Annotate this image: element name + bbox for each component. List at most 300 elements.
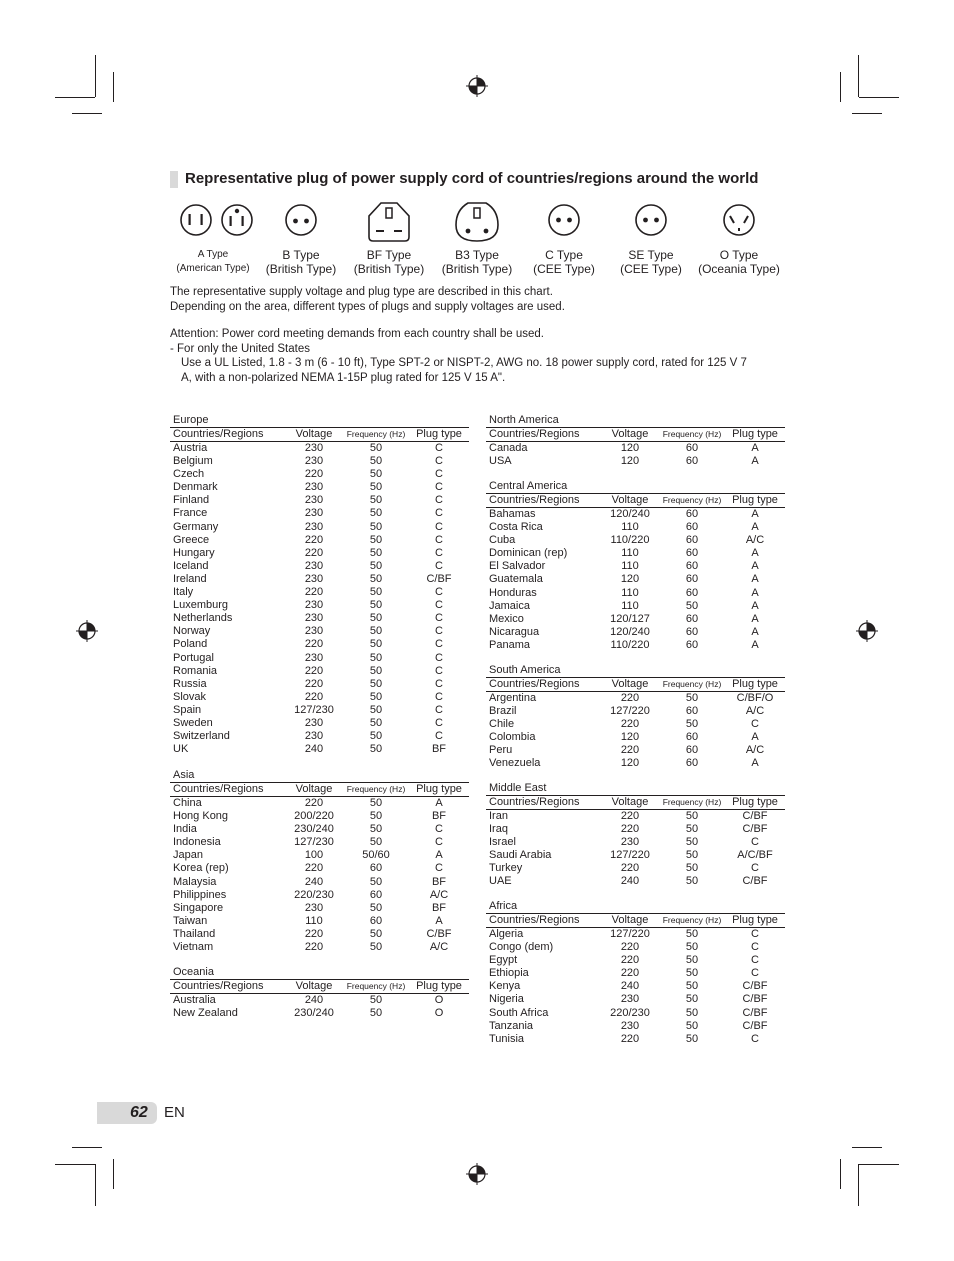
cell-voltage: 230 bbox=[304, 572, 324, 585]
table-africa bbox=[486, 900, 785, 1046]
cell-frequency: 50 bbox=[369, 559, 383, 572]
cell-voltage: 127/220 bbox=[610, 705, 650, 718]
cell-plug-type: C bbox=[435, 586, 443, 599]
attention-line-2: - For only the United States bbox=[170, 342, 310, 355]
cell-country: Kenya bbox=[489, 980, 521, 993]
cell-frequency: 50 bbox=[369, 716, 383, 729]
table-row bbox=[486, 1033, 785, 1046]
table-row bbox=[170, 599, 469, 612]
cell-frequency: 50 bbox=[369, 836, 383, 849]
header-plug-type: Plug type bbox=[732, 796, 778, 808]
cell-frequency: 50 bbox=[685, 836, 699, 849]
cell-plug-type: C bbox=[435, 677, 443, 690]
cell-plug-type: A/C bbox=[745, 534, 765, 547]
cell-frequency: 50 bbox=[685, 954, 699, 967]
cell-country: Belgium bbox=[173, 455, 213, 468]
cell-plug-type: C/BF bbox=[742, 875, 768, 888]
table-row bbox=[170, 810, 469, 823]
cell-country: Mexico bbox=[489, 612, 524, 625]
cell-plug-type: C bbox=[435, 599, 443, 612]
cell-frequency: 50 bbox=[685, 849, 699, 862]
cell-frequency: 60 bbox=[369, 888, 383, 901]
cell-frequency: 50 bbox=[369, 468, 383, 481]
cell-plug-type: C bbox=[435, 468, 443, 481]
header-voltage: Voltage bbox=[611, 428, 649, 440]
crop-mark bbox=[95, 55, 96, 97]
table-south-america bbox=[486, 664, 785, 771]
header-country: Countries/Regions bbox=[489, 678, 580, 690]
table-region-title: North America bbox=[489, 414, 559, 426]
crop-mark bbox=[113, 1159, 114, 1189]
table-row bbox=[486, 613, 785, 626]
cell-voltage: 230 bbox=[304, 520, 324, 533]
cell-frequency: 50 bbox=[369, 664, 383, 677]
cell-plug-type: C/BF bbox=[742, 1006, 768, 1019]
table-row bbox=[486, 534, 785, 547]
table-region-title: Central America bbox=[489, 480, 568, 492]
cell-plug-type: A bbox=[751, 573, 759, 586]
cell-country: South Africa bbox=[489, 1006, 549, 1019]
cell-country: Guatemala bbox=[489, 573, 543, 586]
table-row bbox=[170, 638, 469, 651]
header-plug-type: Plug type bbox=[732, 914, 778, 926]
cell-country: Cuba bbox=[489, 534, 516, 547]
cell-voltage: 120 bbox=[620, 731, 640, 744]
title-accent-bar bbox=[170, 171, 178, 188]
cell-frequency: 50 bbox=[369, 797, 383, 809]
table-row bbox=[170, 612, 469, 625]
cell-frequency: 50 bbox=[685, 1019, 699, 1032]
cell-plug-type: C/BF bbox=[742, 993, 768, 1006]
cell-frequency: 50 bbox=[369, 875, 383, 888]
cell-plug-type: C bbox=[435, 638, 443, 651]
cell-country: Honduras bbox=[489, 586, 537, 599]
plug-o-type-sub: (Oceania Type) bbox=[698, 262, 780, 276]
cell-country: Hungary bbox=[173, 546, 215, 559]
header-frequency: Frequency (Hz) bbox=[662, 429, 722, 439]
cell-plug-type: A bbox=[435, 914, 443, 927]
cell-country: China bbox=[173, 797, 202, 809]
crop-mark bbox=[852, 113, 882, 114]
attention-text bbox=[170, 327, 780, 385]
cell-country: Ethiopia bbox=[489, 967, 529, 980]
intro-line-1: The representative supply voltage and plug type are described in this chart. bbox=[170, 286, 553, 298]
cell-plug-type: C bbox=[435, 546, 443, 559]
table-row bbox=[170, 547, 469, 560]
cell-plug-type: BF bbox=[431, 875, 447, 888]
header-voltage: Voltage bbox=[611, 914, 649, 926]
cell-country: Denmark bbox=[173, 481, 218, 494]
table-row bbox=[170, 876, 469, 889]
table-row bbox=[486, 849, 785, 862]
cell-plug-type: A bbox=[751, 560, 759, 573]
crop-mark bbox=[72, 113, 102, 114]
cell-voltage: 220 bbox=[304, 586, 324, 599]
cell-country: Peru bbox=[489, 744, 513, 757]
cell-plug-type: A/C/BF bbox=[737, 849, 773, 862]
table-header-row bbox=[170, 782, 469, 797]
table-oceania bbox=[170, 966, 469, 1020]
registration-mark-icon bbox=[466, 1163, 488, 1185]
cell-frequency: 50 bbox=[685, 823, 699, 836]
crop-mark bbox=[55, 97, 95, 98]
cell-country: Italy bbox=[173, 586, 194, 599]
cell-country: Algeria bbox=[489, 928, 524, 940]
cell-voltage: 100 bbox=[304, 849, 324, 862]
cell-frequency: 50 bbox=[369, 743, 383, 756]
header-plug-type: Plug type bbox=[732, 494, 778, 506]
table-row bbox=[170, 704, 469, 717]
cell-frequency: 50 bbox=[369, 730, 383, 743]
cell-country: Venezuela bbox=[489, 757, 541, 770]
crop-mark bbox=[852, 1147, 882, 1148]
cell-country: Canada bbox=[489, 442, 528, 454]
table-header-row bbox=[486, 913, 785, 928]
cell-frequency: 50 bbox=[685, 810, 699, 822]
cell-voltage: 220 bbox=[304, 468, 324, 481]
plug-se-type-sub: (CEE Type) bbox=[620, 262, 682, 276]
cell-country: UAE bbox=[489, 875, 512, 888]
table-central-america bbox=[486, 480, 785, 652]
cell-plug-type: C bbox=[435, 481, 443, 494]
cell-plug-type: C bbox=[751, 941, 759, 954]
table-row bbox=[486, 823, 785, 836]
cell-voltage: 220 bbox=[620, 744, 640, 757]
cell-frequency: 50 bbox=[369, 810, 383, 823]
cell-voltage: 220/230 bbox=[610, 1006, 650, 1019]
cell-frequency: 60 bbox=[685, 534, 699, 547]
table-header-row bbox=[486, 795, 785, 810]
plug-c-type bbox=[527, 200, 601, 276]
cell-plug-type: A bbox=[751, 547, 759, 560]
crop-mark bbox=[859, 97, 899, 98]
cell-country: Tunisia bbox=[489, 1032, 525, 1045]
cell-voltage: 240 bbox=[620, 980, 640, 993]
cell-frequency: 60 bbox=[685, 521, 699, 534]
cell-voltage: 120/240 bbox=[610, 508, 650, 520]
cell-voltage: 230/240 bbox=[294, 1007, 334, 1020]
plug-b3-type bbox=[440, 200, 514, 276]
cell-plug-type: A bbox=[751, 586, 759, 599]
cell-plug-type: C bbox=[435, 664, 443, 677]
table-row bbox=[170, 534, 469, 547]
table-header-row bbox=[486, 427, 785, 442]
cell-frequency: 50 bbox=[369, 494, 383, 507]
header-voltage: Voltage bbox=[611, 678, 649, 690]
cell-country: Dominican (rep) bbox=[489, 547, 568, 560]
cell-voltage: 220 bbox=[304, 797, 324, 809]
cell-voltage: 120 bbox=[620, 442, 640, 454]
plug-bf-type bbox=[352, 200, 426, 276]
table-row bbox=[170, 717, 469, 730]
cell-voltage: 120 bbox=[620, 455, 640, 468]
table-row bbox=[486, 442, 785, 455]
cell-plug-type: A bbox=[751, 612, 759, 625]
cell-plug-type: C bbox=[751, 1032, 759, 1045]
cell-frequency: 50 bbox=[369, 481, 383, 494]
cell-country: Hong Kong bbox=[173, 810, 229, 823]
crop-mark bbox=[858, 55, 859, 97]
cell-plug-type: C bbox=[435, 442, 443, 454]
cell-voltage: 110/220 bbox=[610, 534, 650, 547]
cell-plug-type: C bbox=[751, 836, 759, 849]
cell-voltage: 220 bbox=[620, 692, 640, 704]
cell-frequency: 50 bbox=[369, 677, 383, 690]
plug-b-type-label: B Type bbox=[282, 248, 320, 262]
cell-country: UK bbox=[173, 743, 189, 756]
cell-frequency: 50 bbox=[369, 690, 383, 703]
plug-se-type-label: SE Type bbox=[628, 248, 674, 262]
table-asia bbox=[170, 769, 469, 954]
cell-voltage: 220 bbox=[304, 533, 324, 546]
cell-frequency: 50 bbox=[369, 612, 383, 625]
cell-country: Ireland bbox=[173, 572, 207, 585]
cell-voltage: 110/220 bbox=[610, 638, 650, 651]
cell-voltage: 230 bbox=[304, 716, 324, 729]
cell-plug-type: A bbox=[751, 625, 759, 638]
table-row bbox=[170, 507, 469, 520]
cell-voltage: 230 bbox=[304, 559, 324, 572]
cell-voltage: 230/240 bbox=[294, 823, 334, 836]
cell-frequency: 50 bbox=[685, 993, 699, 1006]
header-country: Countries/Regions bbox=[489, 494, 580, 506]
plug-o-type-label: O Type bbox=[719, 248, 759, 262]
cell-country: Congo (dem) bbox=[489, 941, 554, 954]
cell-voltage: 230 bbox=[304, 730, 324, 743]
table-row bbox=[486, 928, 785, 941]
table-row bbox=[486, 967, 785, 980]
cell-country: Argentina bbox=[489, 692, 537, 704]
table-row bbox=[170, 573, 469, 586]
cell-plug-type: C/BF bbox=[426, 927, 452, 940]
header-country: Countries/Regions bbox=[489, 428, 580, 440]
attention-line-4: A, with a non-polarized NEMA 1-15P plug rated for 125 V 15 A". bbox=[181, 371, 506, 384]
cell-frequency: 60 bbox=[685, 612, 699, 625]
cell-plug-type: C bbox=[435, 559, 443, 572]
cell-country: Malaysia bbox=[173, 875, 217, 888]
cell-voltage: 220 bbox=[620, 823, 640, 836]
cell-frequency: 60 bbox=[369, 914, 383, 927]
cell-country: Jamaica bbox=[489, 599, 530, 612]
table-row bbox=[486, 508, 785, 521]
cell-frequency: 60 bbox=[685, 638, 699, 651]
plug-a-type bbox=[170, 200, 256, 276]
cell-voltage: 220 bbox=[620, 967, 640, 980]
table-row bbox=[486, 980, 785, 993]
cell-frequency: 50 bbox=[369, 927, 383, 940]
cell-plug-type: C bbox=[751, 718, 759, 731]
table-row bbox=[170, 797, 469, 810]
cell-country: Vietnam bbox=[173, 941, 214, 954]
cell-country: Costa Rica bbox=[489, 521, 543, 534]
cell-voltage: 220 bbox=[304, 941, 324, 954]
table-row bbox=[170, 730, 469, 743]
cell-country: Finland bbox=[173, 494, 210, 507]
cell-voltage: 127/220 bbox=[610, 849, 650, 862]
cell-plug-type: BF bbox=[431, 810, 447, 823]
cell-voltage: 220 bbox=[304, 927, 324, 940]
table-row bbox=[486, 692, 785, 705]
table-row bbox=[486, 993, 785, 1006]
cell-country: Chile bbox=[489, 718, 515, 731]
header-plug-type: Plug type bbox=[732, 678, 778, 690]
cell-voltage: 220 bbox=[304, 690, 324, 703]
cell-frequency: 50 bbox=[369, 625, 383, 638]
plug-a-type-label: A Type bbox=[197, 249, 229, 260]
plug-b3-type-label: B3 Type bbox=[455, 248, 499, 262]
header-country: Countries/Regions bbox=[173, 783, 264, 795]
cell-country: Taiwan bbox=[173, 914, 208, 927]
header-voltage: Voltage bbox=[295, 783, 333, 795]
table-row bbox=[170, 849, 469, 862]
plug-bf-type-label: BF Type bbox=[366, 248, 412, 262]
table-row bbox=[486, 639, 785, 652]
cell-frequency: 50 bbox=[369, 507, 383, 520]
cell-voltage: 230 bbox=[304, 442, 324, 454]
cell-voltage: 240 bbox=[304, 994, 324, 1006]
cell-voltage: 220 bbox=[620, 810, 640, 822]
table-row bbox=[486, 560, 785, 573]
cell-plug-type: C bbox=[435, 716, 443, 729]
table-row bbox=[170, 625, 469, 638]
table-row bbox=[486, 600, 785, 613]
plug-b-type bbox=[264, 200, 338, 276]
plug-se-type bbox=[614, 200, 688, 276]
cell-voltage: 230 bbox=[620, 993, 640, 1006]
header-country: Countries/Regions bbox=[489, 914, 580, 926]
cell-country: Israel bbox=[489, 836, 516, 849]
table-row bbox=[170, 560, 469, 573]
cell-voltage: 120 bbox=[620, 573, 640, 586]
attention-line-1: Attention: Power cord meeting demands from each country shall be used. bbox=[170, 328, 544, 340]
table-row bbox=[486, 1020, 785, 1033]
header-frequency: Frequency (Hz) bbox=[662, 915, 722, 925]
table-row bbox=[170, 902, 469, 915]
header-voltage: Voltage bbox=[611, 796, 649, 808]
cell-plug-type: C bbox=[435, 651, 443, 664]
table-row bbox=[170, 481, 469, 494]
cell-frequency: 60 bbox=[369, 862, 383, 875]
table-row bbox=[486, 455, 785, 468]
cell-plug-type: A bbox=[435, 797, 443, 809]
cell-country: Tanzania bbox=[489, 1019, 534, 1032]
cell-voltage: 220 bbox=[304, 638, 324, 651]
page-title: Representative plug of power supply cord of countries/regions around the world bbox=[185, 170, 759, 187]
cell-country: Romania bbox=[173, 664, 218, 677]
cell-voltage: 127/230 bbox=[294, 836, 334, 849]
table-header-row bbox=[486, 493, 785, 508]
cell-country: Germany bbox=[173, 520, 219, 533]
cell-plug-type: C/BF/O bbox=[736, 692, 774, 704]
header-country: Countries/Regions bbox=[173, 428, 264, 440]
cell-country: Greece bbox=[173, 533, 210, 546]
cell-country: Iran bbox=[489, 810, 508, 822]
cell-country: Spain bbox=[173, 703, 202, 716]
cell-voltage: 110 bbox=[621, 586, 639, 599]
cell-frequency: 60 bbox=[685, 455, 699, 468]
cell-country: Colombia bbox=[489, 731, 536, 744]
cell-voltage: 230 bbox=[620, 1019, 640, 1032]
table-row bbox=[170, 665, 469, 678]
header-plug-type: Plug type bbox=[732, 428, 778, 440]
cell-country: Norway bbox=[173, 625, 211, 638]
cell-country: Portugal bbox=[173, 651, 214, 664]
cell-voltage: 230 bbox=[304, 901, 324, 914]
registration-mark-icon bbox=[76, 620, 98, 642]
cell-frequency: 50 bbox=[369, 638, 383, 651]
cell-country: Thailand bbox=[173, 927, 216, 940]
cell-country: Brazil bbox=[489, 705, 517, 718]
crop-mark bbox=[840, 72, 841, 102]
cell-voltage: 220 bbox=[304, 664, 324, 677]
cell-plug-type: C bbox=[751, 862, 759, 875]
table-row bbox=[170, 678, 469, 691]
cell-frequency: 50 bbox=[685, 980, 699, 993]
cell-frequency: 50 bbox=[369, 994, 383, 1006]
cell-plug-type: C/BF bbox=[742, 1019, 768, 1032]
cell-plug-type: BF bbox=[431, 901, 447, 914]
cell-country: India bbox=[173, 823, 197, 836]
cell-frequency: 50 bbox=[369, 599, 383, 612]
cell-plug-type: C bbox=[435, 520, 443, 533]
page-number: 62 bbox=[130, 1104, 148, 1121]
header-country: Countries/Regions bbox=[489, 796, 580, 808]
cell-voltage: 230 bbox=[304, 481, 324, 494]
cell-country: USA bbox=[489, 455, 512, 468]
cell-plug-type: C bbox=[751, 928, 759, 940]
cell-frequency: 50 bbox=[369, 455, 383, 468]
cell-voltage: 230 bbox=[304, 599, 324, 612]
header-frequency: Frequency (Hz) bbox=[662, 679, 722, 689]
cell-country: Russia bbox=[173, 677, 207, 690]
cell-plug-type: C bbox=[435, 507, 443, 520]
plug-b3-type-sub: (British Type) bbox=[441, 262, 513, 276]
cell-plug-type: A bbox=[435, 849, 443, 862]
page-number-tab bbox=[97, 1102, 157, 1124]
cell-voltage: 127/230 bbox=[294, 703, 334, 716]
table-row bbox=[486, 1007, 785, 1020]
plug-c-type-icon bbox=[544, 200, 584, 240]
cell-country: Netherlands bbox=[173, 612, 233, 625]
cell-frequency: 50 bbox=[685, 599, 699, 612]
cell-frequency: 50 bbox=[369, 546, 383, 559]
intro-text bbox=[170, 285, 565, 314]
crop-mark bbox=[72, 1147, 102, 1148]
cell-frequency: 60 bbox=[685, 560, 699, 573]
table-header-row bbox=[170, 427, 469, 442]
table-row bbox=[170, 494, 469, 507]
crop-mark bbox=[840, 1159, 841, 1189]
table-region-title: Middle East bbox=[489, 782, 547, 794]
crop-mark bbox=[858, 1164, 859, 1206]
cell-plug-type: C bbox=[435, 690, 443, 703]
table-region-title: Oceania bbox=[173, 966, 214, 978]
cell-voltage: 220 bbox=[620, 1032, 640, 1045]
table-region-title: Europe bbox=[173, 414, 209, 426]
cell-country: Australia bbox=[173, 994, 216, 1006]
table-row bbox=[170, 455, 469, 468]
cell-country: Nigeria bbox=[489, 993, 524, 1006]
table-row bbox=[170, 442, 469, 455]
cell-plug-type: A bbox=[751, 455, 759, 468]
plug-bf-type-icon bbox=[364, 200, 414, 244]
header-plug-type: Plug type bbox=[416, 980, 462, 992]
table-region-title: Africa bbox=[489, 900, 518, 912]
cell-plug-type: C bbox=[751, 954, 759, 967]
cell-frequency: 50 bbox=[685, 1032, 699, 1045]
cell-voltage: 110 bbox=[621, 560, 639, 573]
cell-country: Iraq bbox=[489, 823, 508, 836]
